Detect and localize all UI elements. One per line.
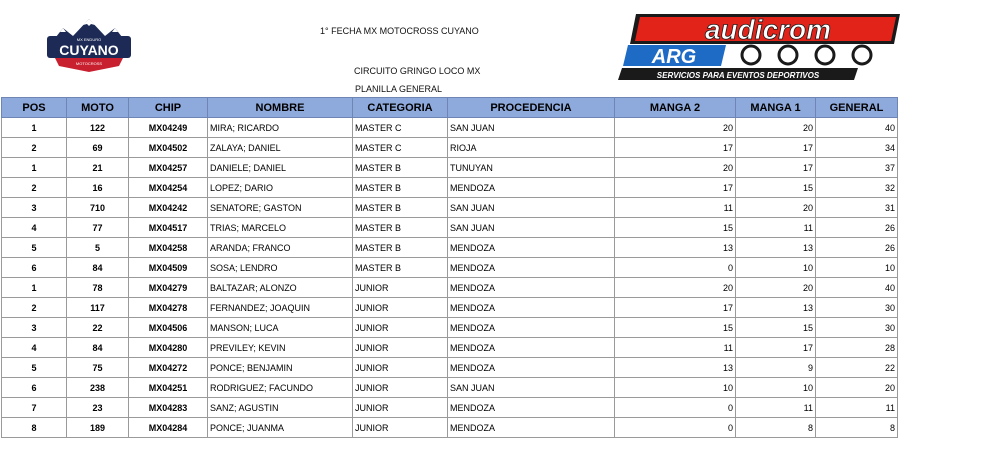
manga-2-cell: 11: [615, 338, 736, 358]
table-row: [2, 358, 898, 378]
manga-1-cell: 11: [736, 218, 816, 238]
table-row: [2, 418, 898, 438]
nombre-cell: SOSA; LENDRO: [208, 258, 353, 278]
col-categoria: CATEGORIA: [353, 98, 448, 118]
pos-cell: 5: [2, 238, 67, 258]
procedencia-cell: SAN JUAN: [448, 118, 615, 138]
table-row: [2, 198, 898, 218]
pos-cell: 8: [2, 418, 67, 438]
table-row: [2, 138, 898, 158]
chip-cell: MX04278: [129, 298, 208, 318]
table-row: [2, 378, 898, 398]
categoria-cell: MASTER B: [353, 258, 448, 278]
moto-cell: 23: [67, 398, 129, 418]
manga-2-cell: 15: [615, 218, 736, 238]
moto-cell: 78: [67, 278, 129, 298]
pos-cell: 2: [2, 298, 67, 318]
procedencia-cell: MENDOZA: [448, 318, 615, 338]
categoria-cell: MASTER B: [353, 218, 448, 238]
table-row: [2, 218, 898, 238]
manga-1-cell: 10: [736, 258, 816, 278]
pos-cell: 2: [2, 138, 67, 158]
audicrom-logo: [618, 8, 904, 86]
col-manga-2: MANGA 2: [615, 98, 736, 118]
general-cell: 34: [816, 138, 898, 158]
table-row: [2, 118, 898, 138]
audicrom-logo-graphic: [618, 8, 904, 86]
chip-cell: MX04242: [129, 198, 208, 218]
general-cell: 26: [816, 238, 898, 258]
manga-1-cell: 15: [736, 178, 816, 198]
categoria-cell: MASTER B: [353, 198, 448, 218]
pos-cell: 4: [2, 218, 67, 238]
event-title: 1° FECHA MX MOTOCROSS CUYANO: [320, 26, 479, 36]
general-cell: 37: [816, 158, 898, 178]
manga-2-cell: 20: [615, 278, 736, 298]
manga-2-cell: 17: [615, 298, 736, 318]
cuyano-logo-ribbon-text: MOTOCROSS: [75, 61, 103, 66]
cuyano-logo: [43, 16, 135, 78]
manga-1-cell: 17: [736, 338, 816, 358]
manga-1-cell: 17: [736, 158, 816, 178]
moto-wheels-icon: [742, 46, 871, 64]
manga-2-cell: 13: [615, 238, 736, 258]
nombre-cell: LOPEZ; DARIO: [208, 178, 353, 198]
manga-1-cell: 11: [736, 398, 816, 418]
general-cell: 26: [816, 218, 898, 238]
categoria-cell: MASTER B: [353, 158, 448, 178]
chip-cell: MX04257: [129, 158, 208, 178]
pos-cell: 1: [2, 158, 67, 178]
pos-cell: 6: [2, 258, 67, 278]
categoria-cell: MASTER C: [353, 138, 448, 158]
cuyano-logo-main-text: CUYANO: [59, 42, 119, 58]
nombre-cell: TRIAS; MARCELO: [208, 218, 353, 238]
moto-cell: 710: [67, 198, 129, 218]
manga-2-cell: 10: [615, 378, 736, 398]
table-row: [2, 258, 898, 278]
moto-cell: 77: [67, 218, 129, 238]
procedencia-cell: TUNUYAN: [448, 158, 615, 178]
manga-1-cell: 20: [736, 118, 816, 138]
procedencia-cell: MENDOZA: [448, 298, 615, 318]
pos-cell: 4: [2, 338, 67, 358]
cuyano-logo-top-text: MX ENDURO: [76, 37, 102, 42]
col-manga-1: MANGA 1: [736, 98, 816, 118]
table-row: [2, 318, 898, 338]
col-pos: POS: [2, 98, 67, 118]
moto-cell: 84: [67, 338, 129, 358]
nombre-cell: DANIELE; DANIEL: [208, 158, 353, 178]
chip-cell: MX04517: [129, 218, 208, 238]
manga-2-cell: 20: [615, 158, 736, 178]
general-cell: 22: [816, 358, 898, 378]
categoria-cell: MASTER B: [353, 178, 448, 198]
manga-1-cell: 15: [736, 318, 816, 338]
procedencia-cell: SAN JUAN: [448, 378, 615, 398]
procedencia-cell: SAN JUAN: [448, 198, 615, 218]
chip-cell: MX04279: [129, 278, 208, 298]
procedencia-cell: MENDOZA: [448, 258, 615, 278]
manga-2-cell: 15: [615, 318, 736, 338]
chip-cell: MX04280: [129, 338, 208, 358]
cuyano-logo-graphic: [43, 16, 135, 78]
table-row: [2, 178, 898, 198]
manga-1-cell: 13: [736, 238, 816, 258]
col-moto: MOTO: [67, 98, 129, 118]
manga-2-cell: 20: [615, 118, 736, 138]
chip-cell: MX04251: [129, 378, 208, 398]
manga-1-cell: 20: [736, 198, 816, 218]
procedencia-cell: MENDOZA: [448, 238, 615, 258]
manga-1-cell: 9: [736, 358, 816, 378]
chip-cell: MX04258: [129, 238, 208, 258]
nombre-cell: PONCE; JUANMA: [208, 418, 353, 438]
chip-cell: MX04283: [129, 398, 208, 418]
pos-cell: 5: [2, 358, 67, 378]
audicrom-logo-tagline: SERVICIOS PARA EVENTOS DEPORTIVOS: [656, 71, 820, 80]
categoria-cell: JUNIOR: [353, 358, 448, 378]
col-nombre: NOMBRE: [208, 98, 353, 118]
procedencia-cell: RIOJA: [448, 138, 615, 158]
moto-cell: 122: [67, 118, 129, 138]
manga-1-cell: 13: [736, 298, 816, 318]
nombre-cell: RODRIGUEZ; FACUNDO: [208, 378, 353, 398]
manga-2-cell: 13: [615, 358, 736, 378]
nombre-cell: BALTAZAR; ALONZO: [208, 278, 353, 298]
col-chip: CHIP: [129, 98, 208, 118]
categoria-cell: MASTER C: [353, 118, 448, 138]
table-row: [2, 338, 898, 358]
general-cell: 40: [816, 278, 898, 298]
chip-cell: MX04254: [129, 178, 208, 198]
pos-cell: 6: [2, 378, 67, 398]
moto-cell: 22: [67, 318, 129, 338]
pos-cell: 3: [2, 198, 67, 218]
manga-1-cell: 8: [736, 418, 816, 438]
pos-cell: 1: [2, 118, 67, 138]
categoria-cell: JUNIOR: [353, 278, 448, 298]
moto-cell: 117: [67, 298, 129, 318]
moto-cell: 75: [67, 358, 129, 378]
table-row: [2, 278, 898, 298]
general-cell: 31: [816, 198, 898, 218]
general-cell: 28: [816, 338, 898, 358]
moto-cell: 5: [67, 238, 129, 258]
table-row: [2, 298, 898, 318]
manga-1-cell: 17: [736, 138, 816, 158]
table-row: [2, 158, 898, 178]
moto-cell: 84: [67, 258, 129, 278]
procedencia-cell: MENDOZA: [448, 338, 615, 358]
general-cell: 30: [816, 318, 898, 338]
procedencia-cell: MENDOZA: [448, 418, 615, 438]
nombre-cell: PONCE; BENJAMIN: [208, 358, 353, 378]
moto-cell: 21: [67, 158, 129, 178]
pos-cell: 1: [2, 278, 67, 298]
chip-cell: MX04284: [129, 418, 208, 438]
col-procedencia: PROCEDENCIA: [448, 98, 615, 118]
table-header-row: [2, 98, 898, 118]
chip-cell: MX04509: [129, 258, 208, 278]
nombre-cell: PREVILEY; KEVIN: [208, 338, 353, 358]
pos-cell: 2: [2, 178, 67, 198]
categoria-cell: JUNIOR: [353, 418, 448, 438]
audicrom-logo-line2: ARG: [651, 46, 697, 68]
procedencia-cell: MENDOZA: [448, 178, 615, 198]
pos-cell: 7: [2, 398, 67, 418]
chip-cell: MX04272: [129, 358, 208, 378]
manga-2-cell: 17: [615, 138, 736, 158]
table-row: [2, 238, 898, 258]
manga-2-cell: 0: [615, 258, 736, 278]
manga-2-cell: 17: [615, 178, 736, 198]
general-cell: 20: [816, 378, 898, 398]
procedencia-cell: MENDOZA: [448, 358, 615, 378]
manga-2-cell: 0: [615, 398, 736, 418]
categoria-cell: JUNIOR: [353, 378, 448, 398]
nombre-cell: FERNANDEZ; JOAQUIN: [208, 298, 353, 318]
pos-cell: 3: [2, 318, 67, 338]
results-table: [1, 97, 898, 438]
nombre-cell: SENATORE; GASTON: [208, 198, 353, 218]
procedencia-cell: MENDOZA: [448, 278, 615, 298]
chip-cell: MX04506: [129, 318, 208, 338]
categoria-cell: JUNIOR: [353, 298, 448, 318]
general-cell: 10: [816, 258, 898, 278]
nombre-cell: MANSON; LUCA: [208, 318, 353, 338]
col-general: GENERAL: [816, 98, 898, 118]
audicrom-logo-line1: audicrom: [704, 14, 832, 45]
categoria-cell: JUNIOR: [353, 318, 448, 338]
general-cell: 32: [816, 178, 898, 198]
nombre-cell: ZALAYA; DANIEL: [208, 138, 353, 158]
moto-cell: 16: [67, 178, 129, 198]
manga-1-cell: 20: [736, 278, 816, 298]
categoria-cell: JUNIOR: [353, 338, 448, 358]
procedencia-cell: SAN JUAN: [448, 218, 615, 238]
chip-cell: MX04249: [129, 118, 208, 138]
table-row: [2, 398, 898, 418]
manga-2-cell: 0: [615, 418, 736, 438]
manga-2-cell: 11: [615, 198, 736, 218]
procedencia-cell: MENDOZA: [448, 398, 615, 418]
moto-cell: 189: [67, 418, 129, 438]
nombre-cell: SANZ; AGUSTIN: [208, 398, 353, 418]
chip-cell: MX04502: [129, 138, 208, 158]
general-cell: 40: [816, 118, 898, 138]
sheet-title: PLANILLA GENERAL: [355, 84, 443, 94]
manga-1-cell: 10: [736, 378, 816, 398]
circuit-name: CIRCUITO GRINGO LOCO MX: [354, 66, 481, 76]
nombre-cell: ARANDA; FRANCO: [208, 238, 353, 258]
general-cell: 11: [816, 398, 898, 418]
moto-cell: 238: [67, 378, 129, 398]
nombre-cell: MIRA; RICARDO: [208, 118, 353, 138]
moto-cell: 69: [67, 138, 129, 158]
general-cell: 30: [816, 298, 898, 318]
general-cell: 8: [816, 418, 898, 438]
categoria-cell: JUNIOR: [353, 398, 448, 418]
categoria-cell: MASTER B: [353, 238, 448, 258]
